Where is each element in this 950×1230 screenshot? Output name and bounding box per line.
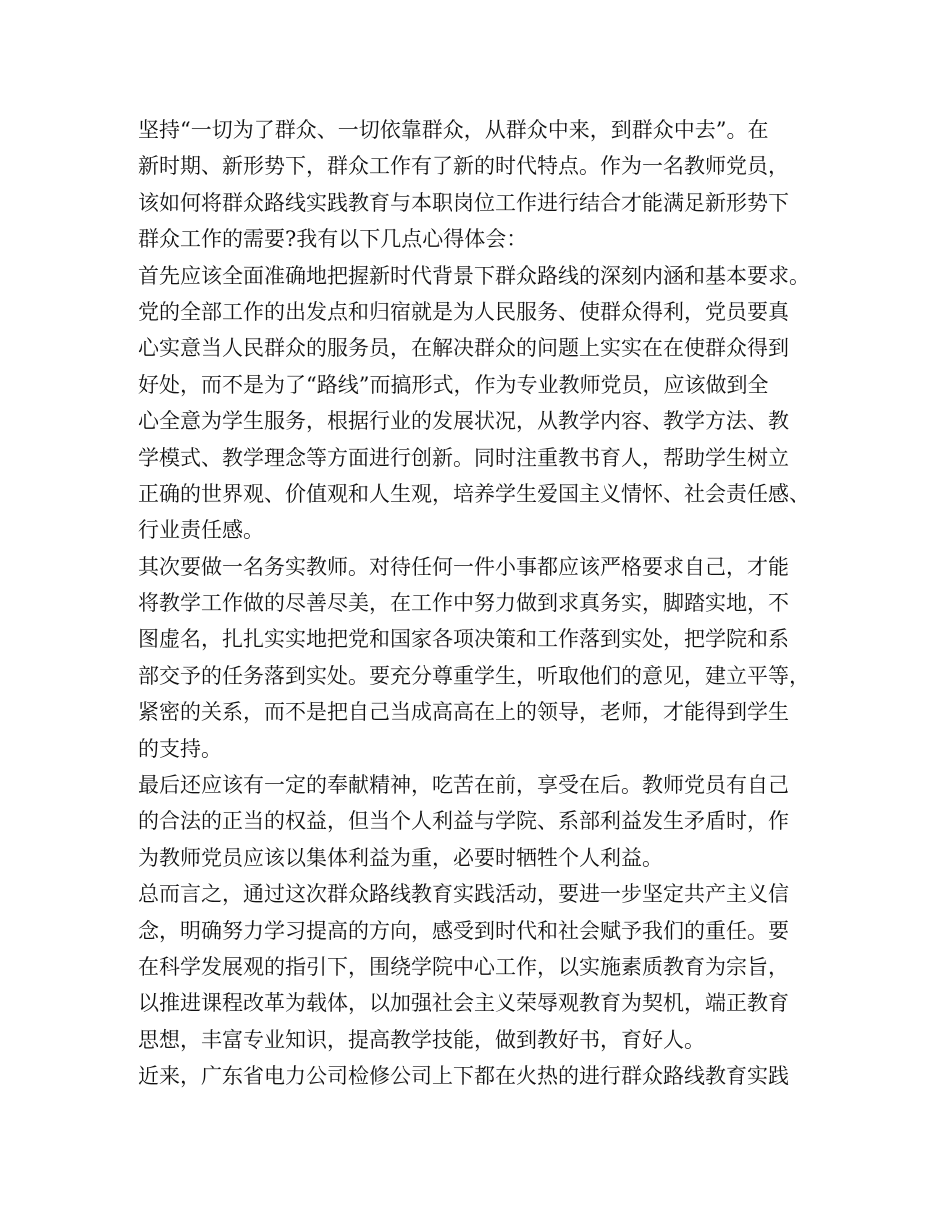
text-line: 心实意当人民群众的服务员，在解决群众的问题上实实在在使群众得到 — [138, 336, 789, 361]
text-line: 学模式、教学理念等方面进行创新。同时注重教书育人，帮助学生树立 — [138, 445, 789, 470]
text-line: 的支持。 — [138, 736, 222, 761]
text-line: 图虚名，扎扎实实地把党和国家各项决策和工作落到实处，把学院和系 — [138, 627, 789, 652]
text-line: 将教学工作做的尽善尽美，在工作中努力做到求真务实，脚踏实地，不 — [138, 591, 789, 616]
text-line: 念，明确努力学习提高的方向，感受到时代和社会赋予我们的重任。要 — [138, 918, 789, 943]
text-line: 正确的世界观、价值观和人生观，培养学生爱国主义情怀、社会责任感、 — [138, 481, 810, 506]
text-line: 群众工作的需要?我有以下几点心得体会： — [138, 227, 528, 252]
text-line: 在科学发展观的指引下，围绕学院中心工作，以实施素质教育为宗旨， — [138, 954, 789, 979]
text-line: 的合法的正当的权益，但当个人利益与学院、系部利益发生矛盾时，作 — [138, 809, 789, 834]
document-body — [138, 112, 828, 1095]
text-line: 新时期、新形势下，群众工作有了新的时代特点。作为一名教师党员， — [138, 154, 789, 179]
text-line: 党的全部工作的出发点和归宿就是为人民服务、使群众得利，党员要真 — [138, 299, 789, 324]
text-line: 总而言之，通过这次群众路线教育实践活动，要进一步坚定共产主义信 — [138, 882, 789, 907]
text-line: 心全意为学生服务，根据行业的发展状况，从教学内容、教学方法、教 — [138, 409, 789, 434]
text-line: 最后还应该有一定的奉献精神，吃苦在前，享受在后。教师党员有自己 — [138, 773, 789, 798]
text-line: 坚持“一切为了群众、一切依靠群众，从群众中来，到群众中去”。在 — [138, 118, 769, 142]
text-line: 思想，丰富专业知识，提高教学技能，做到教好书，育好人。 — [138, 1027, 705, 1052]
text-line: 部交予的任务落到实处。要充分尊重学生，听取他们的意见，建立平等， — [138, 663, 810, 688]
text-line: 首先应该全面准确地把握新时代背景下群众路线的深刻内涵和基本要求。 — [138, 263, 810, 288]
text-line: 行业责任感。 — [138, 518, 264, 543]
text-line: 其次要做一名务实教师。对待任何一件小事都应该严格要求自己，才能 — [138, 554, 789, 579]
text-line: 好处，而不是为了“路线”而搞形式，作为专业教师党员，应该做到全 — [138, 372, 769, 397]
text-line: 以推进课程改革为载体，以加强社会主义荣辱观教育为契机，端正教育 — [138, 991, 789, 1016]
text-line: 该如何将群众路线实践教育与本职岗位工作进行结合才能满足新形势下 — [138, 190, 789, 215]
text-line: 紧密的关系，而不是把自己当成高高在上的领导，老师，才能得到学生 — [138, 700, 789, 725]
text-line: 为教师党员应该以集体利益为重，必要时牺牲个人利益。 — [138, 845, 663, 870]
text-line: 近来，广东省电力公司检修公司上下都在火热的进行群众路线教育实践 — [138, 1064, 789, 1089]
